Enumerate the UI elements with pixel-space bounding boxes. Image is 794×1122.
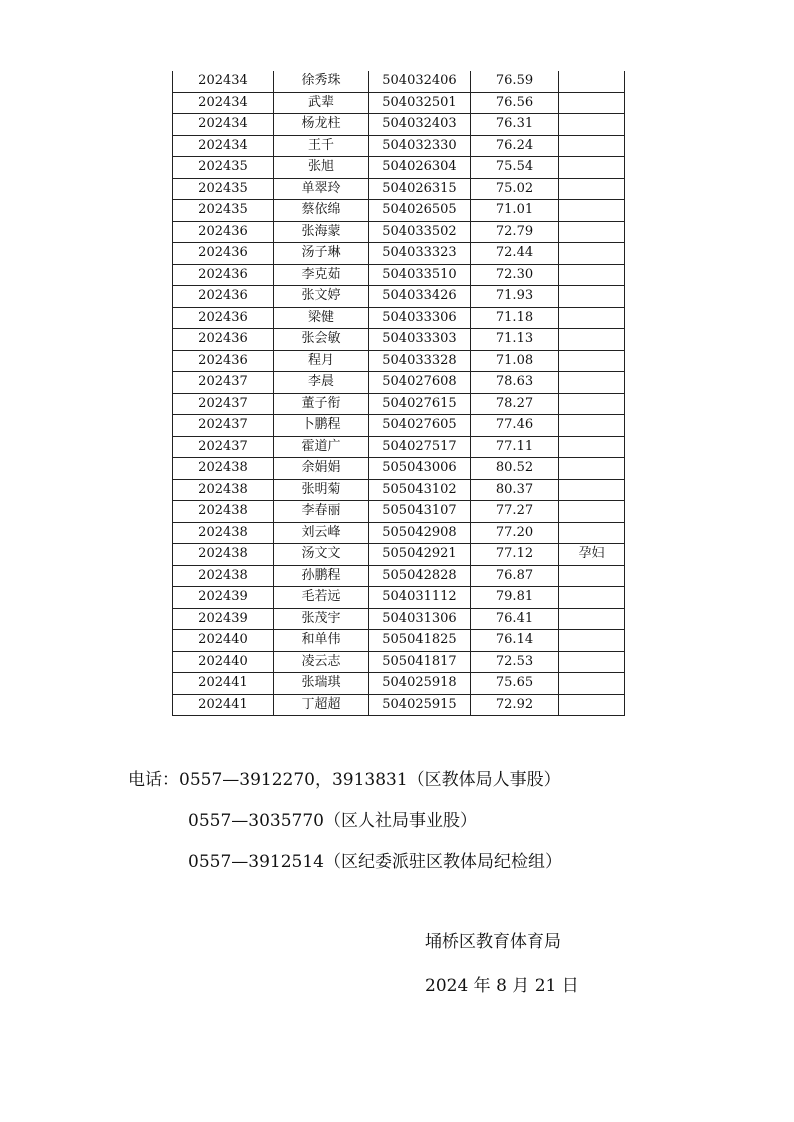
- table-row: [173, 501, 625, 523]
- name-cell: 霍道广: [274, 436, 369, 458]
- score-cell: 77.27: [471, 501, 559, 523]
- post-code-cell: 202439: [173, 587, 274, 609]
- name-cell: 李克茹: [274, 264, 369, 286]
- contact-phone-line-2: 0557—3035770（区人社局事业股）: [188, 811, 477, 831]
- post-code-cell: 202434: [173, 114, 274, 136]
- post-code-cell: 202436: [173, 221, 274, 243]
- exam-number-cell: 504033502: [369, 221, 471, 243]
- remark-cell: [559, 673, 625, 695]
- post-code-cell: 202437: [173, 393, 274, 415]
- exam-number-cell: 504031112: [369, 587, 471, 609]
- score-cell: 76.14: [471, 630, 559, 652]
- score-cell: 72.30: [471, 264, 559, 286]
- score-cell: 75.02: [471, 178, 559, 200]
- table-row: [173, 673, 625, 695]
- remark-cell: [559, 178, 625, 200]
- post-code-cell: 202438: [173, 544, 274, 566]
- score-cell: 76.41: [471, 608, 559, 630]
- exam-number-cell: 505043102: [369, 479, 471, 501]
- table-row: [173, 264, 625, 286]
- exam-number-cell: 504031306: [369, 608, 471, 630]
- issuing-organization: 埇桥区教育体育局: [425, 932, 561, 952]
- name-cell: 张明菊: [274, 479, 369, 501]
- score-cell: 71.13: [471, 329, 559, 351]
- remark-cell: [559, 114, 625, 136]
- table-row: [173, 200, 625, 222]
- exam-number-cell: 505042908: [369, 522, 471, 544]
- remark-cell: [559, 393, 625, 415]
- remark-cell: [559, 458, 625, 480]
- score-cell: 71.18: [471, 307, 559, 329]
- table-row: [173, 135, 625, 157]
- post-code-cell: 202436: [173, 243, 274, 265]
- remark-cell: [559, 522, 625, 544]
- table-row: [173, 608, 625, 630]
- remark-cell: [559, 565, 625, 587]
- post-code-cell: 202434: [173, 135, 274, 157]
- remark-cell: [559, 307, 625, 329]
- table-body: [173, 71, 625, 716]
- name-cell: 李春丽: [274, 501, 369, 523]
- exam-number-cell: 504027608: [369, 372, 471, 394]
- post-code-cell: 202436: [173, 350, 274, 372]
- exam-number-cell: 505043006: [369, 458, 471, 480]
- name-cell: 凌云志: [274, 651, 369, 673]
- exam-number-cell: 504033328: [369, 350, 471, 372]
- remark-cell: [559, 694, 625, 716]
- remark-cell: [559, 92, 625, 114]
- exam-number-cell: 504032406: [369, 71, 471, 92]
- score-cell: 76.59: [471, 71, 559, 92]
- table-row: [173, 307, 625, 329]
- score-cell: 76.31: [471, 114, 559, 136]
- post-code-cell: 202434: [173, 92, 274, 114]
- score-cell: 76.87: [471, 565, 559, 587]
- name-cell: 单翠玲: [274, 178, 369, 200]
- table-row: [173, 458, 625, 480]
- table-row: [173, 350, 625, 372]
- score-cell: 78.27: [471, 393, 559, 415]
- table-row: [173, 329, 625, 351]
- name-cell: 毛若远: [274, 587, 369, 609]
- post-code-cell: 202437: [173, 372, 274, 394]
- table-row: [173, 157, 625, 179]
- score-cell: 77.46: [471, 415, 559, 437]
- score-cell: 78.63: [471, 372, 559, 394]
- name-cell: 梁健: [274, 307, 369, 329]
- table-row: [173, 522, 625, 544]
- name-cell: 丁超超: [274, 694, 369, 716]
- post-code-cell: 202436: [173, 286, 274, 308]
- table-row: [173, 114, 625, 136]
- name-cell: 张文婷: [274, 286, 369, 308]
- remark-cell: [559, 243, 625, 265]
- name-cell: 李晨: [274, 372, 369, 394]
- exam-number-cell: 504025918: [369, 673, 471, 695]
- table-row: [173, 243, 625, 265]
- remark-cell: [559, 157, 625, 179]
- name-cell: 张茂宇: [274, 608, 369, 630]
- post-code-cell: 202436: [173, 329, 274, 351]
- remark-cell: [559, 372, 625, 394]
- score-cell: 71.08: [471, 350, 559, 372]
- name-cell: 汤文文: [274, 544, 369, 566]
- table-row: [173, 372, 625, 394]
- post-code-cell: 202437: [173, 436, 274, 458]
- score-cell: 75.54: [471, 157, 559, 179]
- table-row: [173, 178, 625, 200]
- name-cell: 蔡依绵: [274, 200, 369, 222]
- name-cell: 刘云峰: [274, 522, 369, 544]
- score-cell: 71.01: [471, 200, 559, 222]
- post-code-cell: 202438: [173, 565, 274, 587]
- name-cell: 王千: [274, 135, 369, 157]
- post-code-cell: 202437: [173, 415, 274, 437]
- table-row: [173, 630, 625, 652]
- remark-cell: [559, 350, 625, 372]
- score-table: [172, 71, 625, 716]
- table-row: [173, 415, 625, 437]
- table-row: [173, 393, 625, 415]
- post-code-cell: 202435: [173, 178, 274, 200]
- score-cell: 72.92: [471, 694, 559, 716]
- post-code-cell: 202441: [173, 673, 274, 695]
- table-row: [173, 436, 625, 458]
- table-row: [173, 651, 625, 673]
- remark-cell: [559, 221, 625, 243]
- table-row: [173, 286, 625, 308]
- issue-date: 2024 年 8 月 21 日: [425, 976, 579, 996]
- exam-number-cell: 504033306: [369, 307, 471, 329]
- score-cell: 77.20: [471, 522, 559, 544]
- exam-number-cell: 505041817: [369, 651, 471, 673]
- post-code-cell: 202434: [173, 71, 274, 92]
- table-row: [173, 565, 625, 587]
- post-code-cell: 202435: [173, 200, 274, 222]
- name-cell: 汤子琳: [274, 243, 369, 265]
- score-cell: 72.79: [471, 221, 559, 243]
- signature-block: [425, 920, 579, 1008]
- score-cell: 72.44: [471, 243, 559, 265]
- name-cell: 孙鹏程: [274, 565, 369, 587]
- remark-cell: [559, 135, 625, 157]
- score-cell: 79.81: [471, 587, 559, 609]
- exam-number-cell: 504033303: [369, 329, 471, 351]
- remark-cell: [559, 630, 625, 652]
- exam-number-cell: 505043107: [369, 501, 471, 523]
- name-cell: 程月: [274, 350, 369, 372]
- exam-number-cell: 504027605: [369, 415, 471, 437]
- score-cell: 80.37: [471, 479, 559, 501]
- exam-number-cell: 504032403: [369, 114, 471, 136]
- remark-cell: [559, 501, 625, 523]
- table-row: [173, 71, 625, 92]
- remark-cell: [559, 479, 625, 501]
- contact-phone-line-1: 电话：0557—3912270，3913831（区教体局人事股）: [128, 770, 561, 790]
- remark-cell: 孕妇: [559, 544, 625, 566]
- exam-number-cell: 504033510: [369, 264, 471, 286]
- exam-number-cell: 505042921: [369, 544, 471, 566]
- post-code-cell: 202438: [173, 501, 274, 523]
- exam-number-cell: 504033426: [369, 286, 471, 308]
- exam-number-cell: 504027517: [369, 436, 471, 458]
- post-code-cell: 202436: [173, 307, 274, 329]
- table-row: [173, 92, 625, 114]
- name-cell: 张瑞琪: [274, 673, 369, 695]
- remark-cell: [559, 286, 625, 308]
- contact-phone-line-3: 0557—3912514（区纪委派驻区教体局纪检组）: [188, 852, 562, 872]
- exam-number-cell: 504026505: [369, 200, 471, 222]
- score-cell: 76.56: [471, 92, 559, 114]
- score-cell: 77.11: [471, 436, 559, 458]
- post-code-cell: 202440: [173, 651, 274, 673]
- post-code-cell: 202436: [173, 264, 274, 286]
- score-cell: 80.52: [471, 458, 559, 480]
- exam-number-cell: 504027615: [369, 393, 471, 415]
- table-row: [173, 544, 625, 566]
- score-cell: 72.53: [471, 651, 559, 673]
- table-row: [173, 479, 625, 501]
- name-cell: 余娟娟: [274, 458, 369, 480]
- remark-cell: [559, 608, 625, 630]
- exam-number-cell: 505042828: [369, 565, 471, 587]
- post-code-cell: 202435: [173, 157, 274, 179]
- name-cell: 董子衔: [274, 393, 369, 415]
- exam-number-cell: 504026315: [369, 178, 471, 200]
- post-code-cell: 202441: [173, 694, 274, 716]
- name-cell: 杨龙柱: [274, 114, 369, 136]
- post-code-cell: 202438: [173, 479, 274, 501]
- contact-block: [128, 760, 562, 883]
- score-cell: 77.12: [471, 544, 559, 566]
- post-code-cell: 202438: [173, 522, 274, 544]
- exam-number-cell: 504032501: [369, 92, 471, 114]
- remark-cell: [559, 264, 625, 286]
- name-cell: 张旭: [274, 157, 369, 179]
- table-row: [173, 587, 625, 609]
- exam-number-cell: 504025915: [369, 694, 471, 716]
- remark-cell: [559, 587, 625, 609]
- name-cell: 武辈: [274, 92, 369, 114]
- remark-cell: [559, 200, 625, 222]
- exam-number-cell: 504033323: [369, 243, 471, 265]
- table-row: [173, 221, 625, 243]
- exam-number-cell: 504032330: [369, 135, 471, 157]
- exam-number-cell: 505041825: [369, 630, 471, 652]
- post-code-cell: 202439: [173, 608, 274, 630]
- exam-number-cell: 504026304: [369, 157, 471, 179]
- remark-cell: [559, 415, 625, 437]
- score-cell: 75.65: [471, 673, 559, 695]
- remark-cell: [559, 651, 625, 673]
- table-row: [173, 694, 625, 716]
- score-cell: 71.93: [471, 286, 559, 308]
- post-code-cell: 202440: [173, 630, 274, 652]
- name-cell: 卜鹏程: [274, 415, 369, 437]
- name-cell: 张海蒙: [274, 221, 369, 243]
- name-cell: 徐秀珠: [274, 71, 369, 92]
- name-cell: 张会敏: [274, 329, 369, 351]
- score-cell: 76.24: [471, 135, 559, 157]
- remark-cell: [559, 436, 625, 458]
- post-code-cell: 202438: [173, 458, 274, 480]
- name-cell: 和单伟: [274, 630, 369, 652]
- remark-cell: [559, 71, 625, 92]
- remark-cell: [559, 329, 625, 351]
